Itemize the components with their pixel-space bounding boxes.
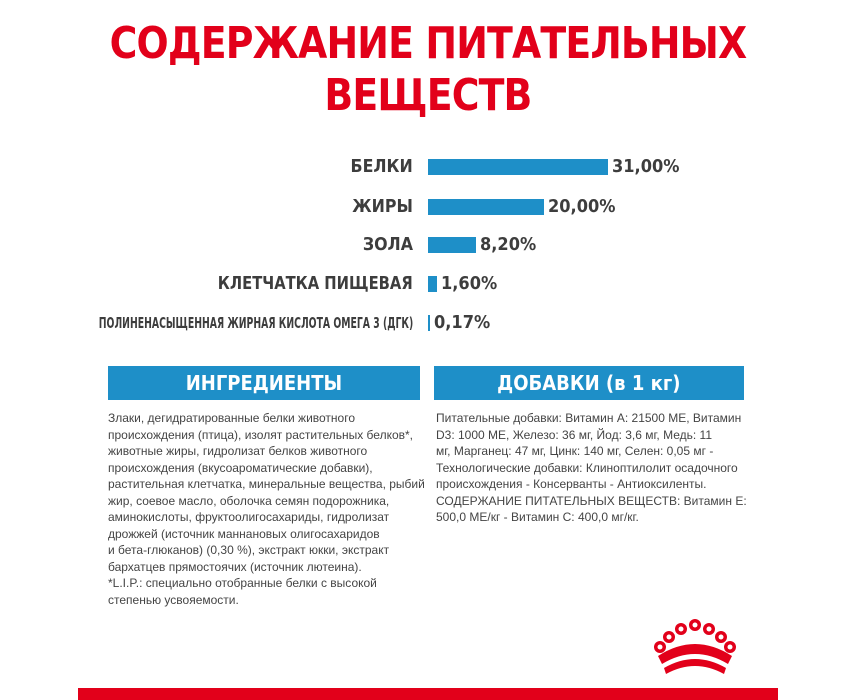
nutrient-bar [428,199,544,215]
nutrient-value: 31,00% [612,156,680,177]
nutrient-row-omega3 [0,306,856,340]
additives-header-label: ДОБАВКИ (в 1 кг) [497,371,681,395]
page-title-line-1: СОДЕРЖАНИЕ ПИТАТЕЛЬНЫХ [109,18,747,69]
nutrient-row-fiber [0,267,856,301]
nutrient-label: ПОЛИНЕНАСЫЩЕННАЯ ЖИРНАЯ КИСЛОТА ОМЕГА 3 (ДГК) [98,314,413,332]
nutrient-row-fat [0,190,856,224]
ingredients-header [108,366,420,400]
nutrient-row-ash [0,228,856,262]
page-title [60,18,796,122]
bottom-red-band [78,688,778,700]
nutrient-label: ЗОЛА [362,234,413,255]
nutrient-bar [428,315,430,331]
ingredients-text: Злаки, дегидратированные белки животного происхождения (птица), изолят растительных белков*, животные жиры, гидролизат белков животного происхождения (вкусоароматические добавки), растительная клетчатка, минеральные вещества, рыбий жир, соевое масло, оболочка семян подорожника, аминокислоты, фруктоолигосахариды, гидролизат дрожжей (источник маннановых олигосахаридов и бета-глюканов) (0,30 %), экстракт юкки, экстракт бархатцев прямостоячих (источник лютеина). *L.I.P.: специально отобранные белки с высокой степенью усвояемости. [108,411,425,607]
nutrient-value: 8,20% [480,234,537,255]
nutrient-value: 1,60% [441,273,498,294]
nutrient-bar [428,237,476,253]
page-title-line-2: ВЕЩЕСТВ [324,70,532,121]
nutrient-value: 20,00% [548,196,616,217]
nutrient-row-protein [0,150,856,184]
nutrient-label: БЕЛКИ [350,156,413,177]
nutrient-label: КЛЕТЧАТКА ПИЩЕВАЯ [218,273,413,294]
nutrient-value: 0,17% [434,312,491,333]
crown-logo-icon [650,618,740,678]
nutrient-label: ЖИРЫ [352,196,413,217]
additives-header [434,366,744,400]
ingredients-header-label: ИНГРЕДИЕНТЫ [185,371,343,395]
nutrient-bar [428,159,608,175]
nutrient-bar [428,276,437,292]
additives-text: Питательные добавки: Витамин А: 21500 МЕ, Витамин D3: 1000 МЕ, Железо: 36 мг, Йод: 3,6 мг, Медь: 11 мг, Марганец: 47 мг, Цинк: 140 мг, Селен: 0,05 мг - Технологические добавки: Клиноптилолит осадочного происхождения - Консерванты - Антиоксиленты. СОДЕРЖАНИЕ ПИТАТЕЛЬНЫХ ВЕЩЕСТВ: Витамин Е: 500,0 МЕ/кг - Витамин С: 400,0 мг/кг. [436,411,747,524]
